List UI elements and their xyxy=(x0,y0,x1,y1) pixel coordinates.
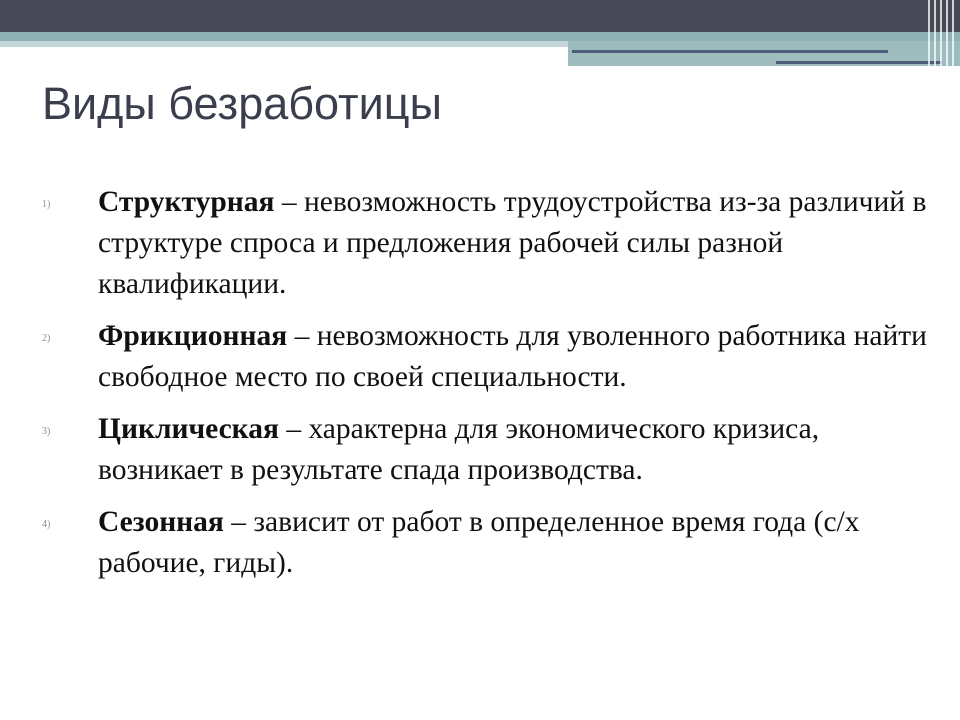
item-definition: – зависит от работ в определенное время года (с/х рабочие, гиды). xyxy=(98,506,860,579)
slide-title: Виды безработицы xyxy=(42,78,442,129)
list-item-structural xyxy=(42,182,932,305)
item-number: 4) xyxy=(42,519,51,530)
item-definition: – невозможность для уволенного работника найти свободное место по своей специальности. xyxy=(98,320,927,393)
item-term: Фрикционная xyxy=(98,320,288,352)
item-term: Структурная xyxy=(98,186,275,218)
header-band-light xyxy=(0,41,572,47)
header-band-teal xyxy=(0,32,960,41)
unemployment-types-list xyxy=(42,182,932,595)
item-definition: – характерна для экономического кризиса, возникает в результате спада производства. xyxy=(98,413,820,486)
header-band-dark xyxy=(0,0,960,32)
header-rule-upper xyxy=(572,50,888,53)
header-stripes-decoration xyxy=(924,0,960,66)
item-number: 2) xyxy=(42,333,51,344)
header-rule-lower xyxy=(776,61,942,64)
list-item-cyclical xyxy=(42,409,932,491)
list-item-frictional xyxy=(42,316,932,398)
item-definition: – невозможность трудоустройства из-за различий в структуре спроса и предложения рабочей силы разной квалификации. xyxy=(98,186,927,300)
list-item-seasonal xyxy=(42,502,932,584)
item-number: 1) xyxy=(42,199,51,210)
item-number: 3) xyxy=(42,426,51,437)
item-term: Циклическая xyxy=(98,413,279,445)
item-term: Сезонная xyxy=(98,506,224,538)
